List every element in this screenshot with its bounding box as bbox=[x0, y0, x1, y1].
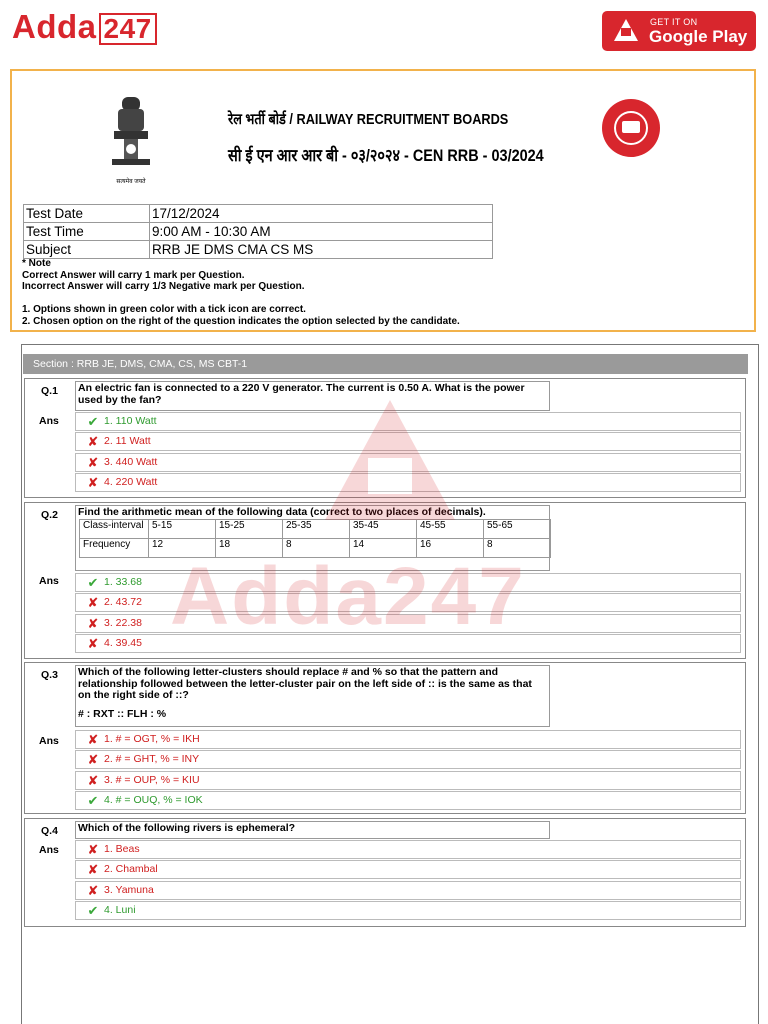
table-cell: 18 bbox=[216, 539, 283, 558]
cross-icon: ✘ bbox=[87, 883, 99, 898]
question-text: An electric fan is connected to a 220 V generator. The current is 0.50 A. What is the power used by the fan? bbox=[75, 381, 550, 411]
notes bbox=[22, 258, 460, 327]
option-1 bbox=[75, 730, 741, 749]
check-icon: ✔ bbox=[87, 575, 99, 590]
table-cell: 5-15 bbox=[149, 520, 216, 539]
question-block-3 bbox=[24, 662, 746, 814]
question-block-2 bbox=[24, 502, 746, 659]
question-text bbox=[75, 665, 550, 727]
option-3 bbox=[75, 614, 741, 633]
option-text: 1. 33.68 bbox=[104, 576, 142, 588]
questions-panel[interactable] bbox=[21, 344, 759, 1024]
cross-icon: ✘ bbox=[87, 616, 99, 631]
note-line bbox=[22, 293, 460, 305]
check-icon: ✔ bbox=[87, 414, 99, 429]
option-2 bbox=[75, 750, 741, 769]
question-text-main: Find the arithmetic mean of the following data (correct to two places of decimals). bbox=[78, 506, 486, 518]
indian-railways-logo-icon bbox=[602, 99, 660, 157]
question-text: Which of the following rivers is ephemeral? bbox=[75, 821, 550, 839]
option-text: 1. 110 Watt bbox=[104, 415, 157, 427]
google-play-line1: GET IT ON bbox=[650, 17, 698, 27]
cross-icon: ✘ bbox=[87, 434, 99, 449]
option-1 bbox=[75, 573, 741, 592]
option-4 bbox=[75, 901, 741, 920]
ans-label: Ans bbox=[39, 735, 59, 747]
option-text: 1. Beas bbox=[104, 843, 140, 855]
table-cell: 15-25 bbox=[216, 520, 283, 539]
note-line: 2. Chosen option on the right of the question indicates the option selected by the candidate. bbox=[22, 315, 460, 327]
table-row bbox=[80, 520, 551, 539]
question-number: Q.3 bbox=[41, 669, 58, 681]
option-4 bbox=[75, 634, 741, 653]
note-line: Correct Answer will carry 1 mark per Question. bbox=[22, 269, 245, 281]
info-key: Subject bbox=[24, 241, 150, 259]
watermark-text: Adda247 bbox=[170, 551, 526, 642]
cross-icon: ✘ bbox=[87, 455, 99, 470]
table-cell: 14 bbox=[350, 539, 417, 558]
cross-icon: ✘ bbox=[87, 595, 99, 610]
note-line: 1. Options shown in green color with a tick icon are correct. bbox=[22, 304, 306, 315]
table-cell: 12 bbox=[149, 539, 216, 558]
option-text: 3. Yamuna bbox=[104, 884, 154, 896]
emblem-caption: सत्यमेव जयते bbox=[116, 179, 146, 185]
option-text: 3. 22.38 bbox=[104, 617, 142, 629]
table-cell: 8 bbox=[283, 539, 350, 558]
question-number: Q.4 bbox=[41, 825, 58, 837]
table-cell: 16 bbox=[417, 539, 484, 558]
adda-triangle-icon bbox=[614, 19, 638, 41]
brand-name-b: 247 bbox=[99, 13, 157, 45]
ans-label: Ans bbox=[39, 415, 59, 427]
frequency-table bbox=[79, 519, 551, 558]
option-2 bbox=[75, 432, 741, 451]
section-bar: Section : RRB JE, DMS, CMA, CS, MS CBT-1 bbox=[23, 354, 748, 374]
cross-icon: ✘ bbox=[87, 773, 99, 788]
google-play-button[interactable] bbox=[602, 11, 756, 51]
option-text: 4. Luni bbox=[104, 904, 136, 916]
cross-icon: ✘ bbox=[87, 842, 99, 857]
info-row bbox=[24, 223, 493, 241]
table-cell: 25-35 bbox=[283, 520, 350, 539]
option-text: 3. # = OUP, % = KIU bbox=[104, 774, 200, 786]
exam-header bbox=[10, 69, 756, 332]
question-block-1 bbox=[24, 378, 746, 498]
option-text: 2. Chambal bbox=[104, 863, 158, 875]
option-text: 4. # = OUQ, % = IOK bbox=[104, 794, 203, 806]
rrb-title: रेल भर्ती बोर्ड / RAILWAY RECRUITMENT BOARDS bbox=[228, 111, 509, 128]
table-cell: 45-55 bbox=[417, 520, 484, 539]
top-bar bbox=[0, 0, 768, 62]
info-key: Test Date bbox=[24, 205, 150, 223]
option-1 bbox=[75, 412, 741, 431]
test-info-table bbox=[23, 204, 493, 259]
info-row bbox=[24, 241, 493, 259]
option-3 bbox=[75, 881, 741, 900]
check-icon: ✔ bbox=[87, 903, 99, 918]
question-number: Q.1 bbox=[41, 385, 58, 397]
option-text: 4. 39.45 bbox=[104, 637, 142, 649]
question-text-main: Which of the following letter-clusters should replace # and % so that the pattern and relationship followed between the letter-cluster pair on the left side of :: is the same as that on the right side of ::? bbox=[78, 666, 532, 701]
note-line: Incorrect Answer will carry 1/3 Negative mark per Question. bbox=[22, 281, 305, 292]
adda247-logo[interactable] bbox=[12, 8, 157, 46]
question-block-4 bbox=[24, 818, 746, 927]
option-text: 2. 11 Watt bbox=[104, 435, 151, 447]
table-cell: 55-65 bbox=[484, 520, 551, 539]
check-icon: ✔ bbox=[87, 793, 99, 808]
option-4 bbox=[75, 791, 741, 810]
table-cell: 8 bbox=[484, 539, 551, 558]
info-value: 9:00 AM - 10:30 AM bbox=[150, 223, 493, 241]
option-text: 2. 43.72 bbox=[104, 596, 142, 608]
table-cell: Frequency bbox=[80, 539, 149, 558]
ans-label: Ans bbox=[39, 575, 59, 587]
option-text: 2. # = GHT, % = INY bbox=[104, 753, 200, 765]
option-text: 3. 440 Watt bbox=[104, 456, 158, 468]
ans-label: Ans bbox=[39, 844, 59, 856]
google-play-line2: Google Play bbox=[649, 27, 748, 46]
cross-icon: ✘ bbox=[87, 475, 99, 490]
option-4 bbox=[75, 473, 741, 492]
table-cell: Class-interval bbox=[80, 520, 149, 539]
cross-icon: ✘ bbox=[87, 752, 99, 767]
cross-icon: ✘ bbox=[87, 732, 99, 747]
info-row bbox=[24, 205, 493, 223]
question-text-expression: # : RXT :: FLH : % bbox=[78, 707, 167, 720]
info-key: Test Time bbox=[24, 223, 150, 241]
info-value: RRB JE DMS CMA CS MS bbox=[150, 241, 493, 259]
option-2 bbox=[75, 860, 741, 879]
question-number: Q.2 bbox=[41, 509, 58, 521]
option-2 bbox=[75, 593, 741, 612]
cross-icon: ✘ bbox=[87, 636, 99, 651]
option-1 bbox=[75, 840, 741, 859]
table-cell: 35-45 bbox=[350, 520, 417, 539]
cross-icon: ✘ bbox=[87, 862, 99, 877]
note-line: * Note bbox=[22, 258, 51, 269]
national-emblem-icon bbox=[108, 93, 154, 185]
option-text: 1. # = OGT, % = IKH bbox=[104, 733, 200, 745]
rrb-subtitle: सी ई एन आर आर बी - ०३/२०२४ - CEN RRB - 03/2024 bbox=[228, 146, 544, 165]
option-3 bbox=[75, 453, 741, 472]
option-text: 4. 220 Watt bbox=[104, 476, 158, 488]
brand-name-a: Adda bbox=[12, 8, 97, 45]
option-3 bbox=[75, 771, 741, 790]
table-row bbox=[80, 539, 551, 558]
info-value: 17/12/2024 bbox=[150, 205, 493, 223]
